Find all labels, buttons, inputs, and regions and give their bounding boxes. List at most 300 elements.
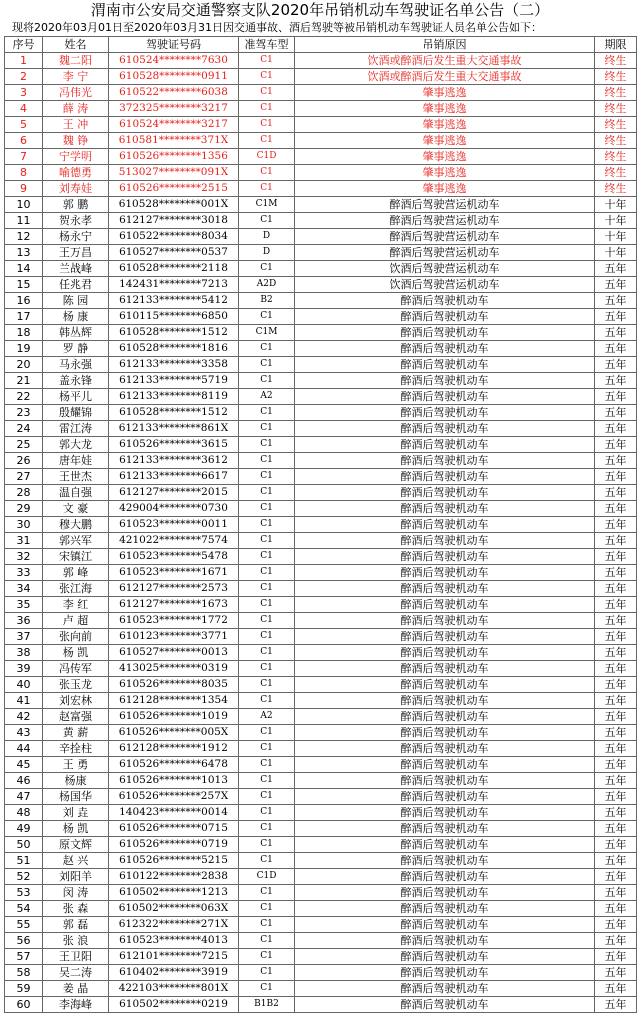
row-number: 29 [5, 501, 43, 517]
row-name: 杨永宁 [43, 229, 109, 245]
row-reason: 醉酒后驾驶机动车 [295, 309, 595, 325]
row-name: 雷江涛 [43, 421, 109, 437]
row-name: 辛拴柱 [43, 741, 109, 757]
row-number: 4 [5, 101, 43, 117]
row-reason: 醉酒后驾驶机动车 [295, 597, 595, 613]
table-row [5, 389, 637, 405]
table-row [5, 629, 637, 645]
row-period: 五年 [595, 373, 637, 389]
row-name: 贺永孝 [43, 213, 109, 229]
row-number: 44 [5, 741, 43, 757]
row-reason: 醉酒后驾驶机动车 [295, 997, 595, 1013]
row-license-number: 612322********271X [109, 917, 239, 933]
row-number: 50 [5, 837, 43, 853]
row-number: 39 [5, 661, 43, 677]
row-license-number: 612127********2573 [109, 581, 239, 597]
table-row [5, 693, 637, 709]
row-reason: 醉酒后驾驶机动车 [295, 725, 595, 741]
row-vehicle-class: C1 [239, 469, 295, 485]
table-row [5, 933, 637, 949]
row-vehicle-class: C1 [239, 309, 295, 325]
row-license-number: 612128********1912 [109, 741, 239, 757]
row-name: 杨 凯 [43, 645, 109, 661]
row-license-number: 610526********1356 [109, 149, 239, 165]
row-vehicle-class: C1 [239, 917, 295, 933]
row-number: 42 [5, 709, 43, 725]
row-reason: 醉酒后驾驶机动车 [295, 629, 595, 645]
row-number: 3 [5, 85, 43, 101]
row-license-number: 372325********3217 [109, 101, 239, 117]
row-license-number: 610526********6478 [109, 757, 239, 773]
row-period: 终生 [595, 69, 637, 85]
row-name: 杨国华 [43, 789, 109, 805]
table-row [5, 597, 637, 613]
row-license-number: 610526********1019 [109, 709, 239, 725]
row-license-number: 610502********063X [109, 901, 239, 917]
row-reason: 醉酒后驾驶机动车 [295, 869, 595, 885]
row-number: 15 [5, 277, 43, 293]
row-number: 8 [5, 165, 43, 181]
row-period: 五年 [595, 261, 637, 277]
row-license-number: 142431********7213 [109, 277, 239, 293]
row-name: 兰战峰 [43, 261, 109, 277]
row-reason: 醉酒后驾驶机动车 [295, 773, 595, 789]
table-row [5, 853, 637, 869]
row-license-number: 413025********0319 [109, 661, 239, 677]
row-name: 张 森 [43, 901, 109, 917]
row-reason: 醉酒后驾驶营运机动车 [295, 245, 595, 261]
row-reason: 肇事逃逸 [295, 149, 595, 165]
row-reason: 醉酒后驾驶营运机动车 [295, 213, 595, 229]
row-license-number: 610402********3919 [109, 965, 239, 981]
row-name: 王万昌 [43, 245, 109, 261]
row-number: 20 [5, 357, 43, 373]
row-reason: 醉酒后驾驶机动车 [295, 693, 595, 709]
row-name: 王卫阳 [43, 949, 109, 965]
row-vehicle-class: C1 [239, 581, 295, 597]
row-number: 26 [5, 453, 43, 469]
row-license-number: 612133********3358 [109, 357, 239, 373]
row-name: 温自强 [43, 485, 109, 501]
row-vehicle-class: C1 [239, 437, 295, 453]
row-name: 王世杰 [43, 469, 109, 485]
row-license-number: 610528********1512 [109, 405, 239, 421]
row-period: 五年 [595, 405, 637, 421]
row-period: 五年 [595, 869, 637, 885]
row-reason: 醉酒后驾驶机动车 [295, 533, 595, 549]
row-name: 薛 涛 [43, 101, 109, 117]
row-name: 张向前 [43, 629, 109, 645]
row-name: 宁学明 [43, 149, 109, 165]
row-number: 11 [5, 213, 43, 229]
row-reason: 醉酒后驾驶机动车 [295, 933, 595, 949]
row-period: 五年 [595, 645, 637, 661]
table-row [5, 165, 637, 181]
row-vehicle-class: C1 [239, 965, 295, 981]
row-number: 54 [5, 901, 43, 917]
row-reason: 醉酒后驾驶机动车 [295, 357, 595, 373]
table-row [5, 917, 637, 933]
row-reason: 醉酒后驾驶机动车 [295, 469, 595, 485]
row-reason: 醉酒后驾驶机动车 [295, 917, 595, 933]
row-period: 五年 [595, 853, 637, 869]
row-vehicle-class: C1D [239, 149, 295, 165]
row-vehicle-class: C1M [239, 197, 295, 213]
row-name: 杨平儿 [43, 389, 109, 405]
header-period: 期限 [595, 37, 637, 53]
row-reason: 醉酒后驾驶机动车 [295, 389, 595, 405]
table-body [5, 53, 637, 1013]
row-number: 47 [5, 789, 43, 805]
row-number: 56 [5, 933, 43, 949]
row-number: 46 [5, 773, 43, 789]
row-period: 五年 [595, 277, 637, 293]
table-header-row [5, 37, 637, 53]
row-license-number: 610522********8034 [109, 229, 239, 245]
row-vehicle-class: C1D [239, 869, 295, 885]
row-vehicle-class: A2 [239, 389, 295, 405]
row-vehicle-class: C1 [239, 853, 295, 869]
row-number: 48 [5, 805, 43, 821]
row-name: 穆大鹏 [43, 517, 109, 533]
row-name: 郭 鹏 [43, 197, 109, 213]
row-name: 李 红 [43, 597, 109, 613]
row-name: 原文辉 [43, 837, 109, 853]
row-license-number: 610122********2838 [109, 869, 239, 885]
table-row [5, 581, 637, 597]
row-number: 10 [5, 197, 43, 213]
row-period: 终生 [595, 101, 637, 117]
row-period: 五年 [595, 773, 637, 789]
row-reason: 醉酒后驾驶机动车 [295, 901, 595, 917]
row-name: 魏 铮 [43, 133, 109, 149]
row-vehicle-class: C1 [239, 133, 295, 149]
row-reason: 醉酒后驾驶机动车 [295, 485, 595, 501]
row-period: 十年 [595, 229, 637, 245]
row-name: 刘寿娃 [43, 181, 109, 197]
row-license-number: 610527********0537 [109, 245, 239, 261]
row-period: 五年 [595, 565, 637, 581]
row-number: 14 [5, 261, 43, 277]
row-vehicle-class: C1 [239, 69, 295, 85]
row-vehicle-class: B2 [239, 293, 295, 309]
row-name: 卢 超 [43, 613, 109, 629]
row-license-number: 610528********2118 [109, 261, 239, 277]
row-name: 张江海 [43, 581, 109, 597]
row-license-number: 610526********2515 [109, 181, 239, 197]
row-license-number: 610523********1772 [109, 613, 239, 629]
row-reason: 醉酒后驾驶机动车 [295, 517, 595, 533]
row-name: 文 豪 [43, 501, 109, 517]
row-license-number: 610526********0719 [109, 837, 239, 853]
row-number: 17 [5, 309, 43, 325]
row-reason: 醉酒后驾驶机动车 [295, 805, 595, 821]
row-name: 吴二涛 [43, 965, 109, 981]
row-number: 2 [5, 69, 43, 85]
row-name: 刘宏林 [43, 693, 109, 709]
row-license-number: 612133********5412 [109, 293, 239, 309]
row-vehicle-class: C1 [239, 181, 295, 197]
row-reason: 醉酒后驾驶机动车 [295, 501, 595, 517]
row-reason: 肇事逃逸 [295, 165, 595, 181]
row-number: 57 [5, 949, 43, 965]
row-vehicle-class: D [239, 245, 295, 261]
row-period: 五年 [595, 789, 637, 805]
row-reason: 醉酒后驾驶机动车 [295, 405, 595, 421]
row-license-number: 610523********4013 [109, 933, 239, 949]
row-license-number: 610526********257X [109, 789, 239, 805]
row-period: 五年 [595, 965, 637, 981]
row-vehicle-class: C1 [239, 117, 295, 133]
row-period: 五年 [595, 997, 637, 1013]
row-period: 五年 [595, 389, 637, 405]
row-license-number: 610581********371X [109, 133, 239, 149]
row-license-number: 610502********1213 [109, 885, 239, 901]
row-name: 张 浪 [43, 933, 109, 949]
row-vehicle-class: C1 [239, 821, 295, 837]
row-number: 6 [5, 133, 43, 149]
row-period: 终生 [595, 133, 637, 149]
row-number: 23 [5, 405, 43, 421]
row-number: 49 [5, 821, 43, 837]
row-license-number: 610522********6038 [109, 85, 239, 101]
table-row [5, 229, 637, 245]
row-period: 五年 [595, 709, 637, 725]
table-row [5, 613, 637, 629]
row-name: 冯传军 [43, 661, 109, 677]
row-number: 37 [5, 629, 43, 645]
row-vehicle-class: C1 [239, 517, 295, 533]
row-vehicle-class: C1 [239, 549, 295, 565]
row-period: 五年 [595, 677, 637, 693]
table-row [5, 325, 637, 341]
table-row [5, 421, 637, 437]
row-vehicle-class: C1M [239, 325, 295, 341]
table-row [5, 341, 637, 357]
row-name: 郭大龙 [43, 437, 109, 453]
row-license-number: 610526********005X [109, 725, 239, 741]
row-period: 五年 [595, 341, 637, 357]
table-row [5, 949, 637, 965]
row-license-number: 610528********001X [109, 197, 239, 213]
row-vehicle-class: C1 [239, 805, 295, 821]
row-name: 张玉龙 [43, 677, 109, 693]
row-number: 19 [5, 341, 43, 357]
row-name: 杨康 [43, 773, 109, 789]
row-reason: 醉酒后驾驶机动车 [295, 837, 595, 853]
row-reason: 饮酒后驾驶营运机动车 [295, 277, 595, 293]
row-vehicle-class: C1 [239, 645, 295, 661]
row-vehicle-class: C1 [239, 949, 295, 965]
row-vehicle-class: C1 [239, 565, 295, 581]
row-number: 7 [5, 149, 43, 165]
row-vehicle-class: C1 [239, 837, 295, 853]
row-vehicle-class: C1 [239, 421, 295, 437]
row-number: 43 [5, 725, 43, 741]
row-number: 53 [5, 885, 43, 901]
row-license-number: 612127********1673 [109, 597, 239, 613]
row-name: 赵富强 [43, 709, 109, 725]
row-number: 27 [5, 469, 43, 485]
row-period: 终生 [595, 117, 637, 133]
row-name: 李海峰 [43, 997, 109, 1013]
row-period: 五年 [595, 725, 637, 741]
row-reason: 饮酒或醉酒后发生重大交通事故 [295, 53, 595, 69]
row-period: 五年 [595, 485, 637, 501]
row-vehicle-class: A2D [239, 277, 295, 293]
row-vehicle-class: C1 [239, 357, 295, 373]
table-row [5, 725, 637, 741]
table-row [5, 709, 637, 725]
row-period: 五年 [595, 357, 637, 373]
row-number: 31 [5, 533, 43, 549]
row-vehicle-class: C1 [239, 725, 295, 741]
row-vehicle-class: C1 [239, 693, 295, 709]
row-name: 王 勇 [43, 757, 109, 773]
header-no: 序号 [5, 37, 43, 53]
row-period: 十年 [595, 245, 637, 261]
row-vehicle-class: C1 [239, 597, 295, 613]
row-period: 五年 [595, 917, 637, 933]
header-reason: 吊销原因 [295, 37, 595, 53]
row-reason: 醉酒后驾驶机动车 [295, 453, 595, 469]
table-row [5, 997, 637, 1013]
row-name: 刘阳羊 [43, 869, 109, 885]
row-reason: 肇事逃逸 [295, 85, 595, 101]
row-reason: 醉酒后驾驶机动车 [295, 341, 595, 357]
table-row [5, 645, 637, 661]
row-number: 25 [5, 437, 43, 453]
table-row [5, 213, 637, 229]
row-period: 五年 [595, 949, 637, 965]
row-name: 任兆君 [43, 277, 109, 293]
row-vehicle-class: C1 [239, 933, 295, 949]
row-reason: 醉酒后驾驶机动车 [295, 789, 595, 805]
row-license-number: 612133********6617 [109, 469, 239, 485]
row-period: 五年 [595, 805, 637, 821]
header-name: 姓名 [43, 37, 109, 53]
row-name: 赵 兴 [43, 853, 109, 869]
row-number: 51 [5, 853, 43, 869]
row-period: 五年 [595, 837, 637, 853]
row-period: 五年 [595, 517, 637, 533]
row-period: 五年 [595, 885, 637, 901]
row-name: 魏二阳 [43, 53, 109, 69]
row-period: 五年 [595, 933, 637, 949]
row-period: 五年 [595, 533, 637, 549]
row-reason: 醉酒后驾驶机动车 [295, 677, 595, 693]
row-name: 马永强 [43, 357, 109, 373]
row-reason: 醉酒后驾驶机动车 [295, 293, 595, 309]
row-vehicle-class: A2 [239, 709, 295, 725]
table-row [5, 677, 637, 693]
row-period: 终生 [595, 53, 637, 69]
row-license-number: 612127********2015 [109, 485, 239, 501]
header-license-number: 驾驶证号码 [109, 37, 239, 53]
row-vehicle-class: C1 [239, 261, 295, 277]
table-row [5, 821, 637, 837]
row-number: 9 [5, 181, 43, 197]
table-row [5, 549, 637, 565]
table-row [5, 373, 637, 389]
row-period: 终生 [595, 165, 637, 181]
row-vehicle-class: C1 [239, 453, 295, 469]
table-row [5, 485, 637, 501]
row-license-number: 422103********801X [109, 981, 239, 997]
table-row [5, 53, 637, 69]
row-reason: 醉酒后驾驶机动车 [295, 373, 595, 389]
row-vehicle-class: C1 [239, 101, 295, 117]
row-reason: 醉酒后驾驶机动车 [295, 741, 595, 757]
row-number: 60 [5, 997, 43, 1013]
row-period: 五年 [595, 613, 637, 629]
row-number: 32 [5, 549, 43, 565]
row-period: 五年 [595, 901, 637, 917]
row-number: 41 [5, 693, 43, 709]
row-period: 五年 [595, 469, 637, 485]
table-row [5, 501, 637, 517]
table-row [5, 469, 637, 485]
row-license-number: 610524********7630 [109, 53, 239, 69]
row-vehicle-class: C1 [239, 53, 295, 69]
row-reason: 肇事逃逸 [295, 101, 595, 117]
row-license-number: 513027********091X [109, 165, 239, 181]
row-period: 五年 [595, 325, 637, 341]
row-license-number: 612133********3612 [109, 453, 239, 469]
row-name: 陈 园 [43, 293, 109, 309]
row-name: 杨 康 [43, 309, 109, 325]
row-license-number: 610526********5215 [109, 853, 239, 869]
table-row [5, 789, 637, 805]
row-name: 冯伟光 [43, 85, 109, 101]
row-period: 五年 [595, 501, 637, 517]
row-vehicle-class: C1 [239, 85, 295, 101]
row-period: 五年 [595, 293, 637, 309]
row-period: 五年 [595, 581, 637, 597]
header-vehicle-class: 准驾车型 [239, 37, 295, 53]
revocation-table [4, 36, 637, 1013]
row-name: 刘 垚 [43, 805, 109, 821]
table-row [5, 405, 637, 421]
table-row [5, 757, 637, 773]
row-number: 24 [5, 421, 43, 437]
row-vehicle-class: C1 [239, 981, 295, 997]
row-reason: 饮酒或醉酒后发生重大交通事故 [295, 69, 595, 85]
row-license-number: 610526********0715 [109, 821, 239, 837]
row-reason: 醉酒后驾驶营运机动车 [295, 229, 595, 245]
row-reason: 醉酒后驾驶机动车 [295, 757, 595, 773]
table-row [5, 517, 637, 533]
row-number: 28 [5, 485, 43, 501]
row-name: 姜 晶 [43, 981, 109, 997]
row-reason: 醉酒后驾驶机动车 [295, 821, 595, 837]
table-row [5, 117, 637, 133]
row-name: 殷耀锦 [43, 405, 109, 421]
row-vehicle-class: C1 [239, 213, 295, 229]
row-name: 盖永锋 [43, 373, 109, 389]
row-license-number: 610523********0011 [109, 517, 239, 533]
row-license-number: 612128********1354 [109, 693, 239, 709]
row-license-number: 610523********5478 [109, 549, 239, 565]
table-row [5, 805, 637, 821]
row-reason: 醉酒后驾驶机动车 [295, 325, 595, 341]
row-license-number: 610527********0013 [109, 645, 239, 661]
row-name: 唐年娃 [43, 453, 109, 469]
row-number: 12 [5, 229, 43, 245]
row-vehicle-class: C1 [239, 165, 295, 181]
row-period: 五年 [595, 821, 637, 837]
row-reason: 醉酒后驾驶机动车 [295, 885, 595, 901]
